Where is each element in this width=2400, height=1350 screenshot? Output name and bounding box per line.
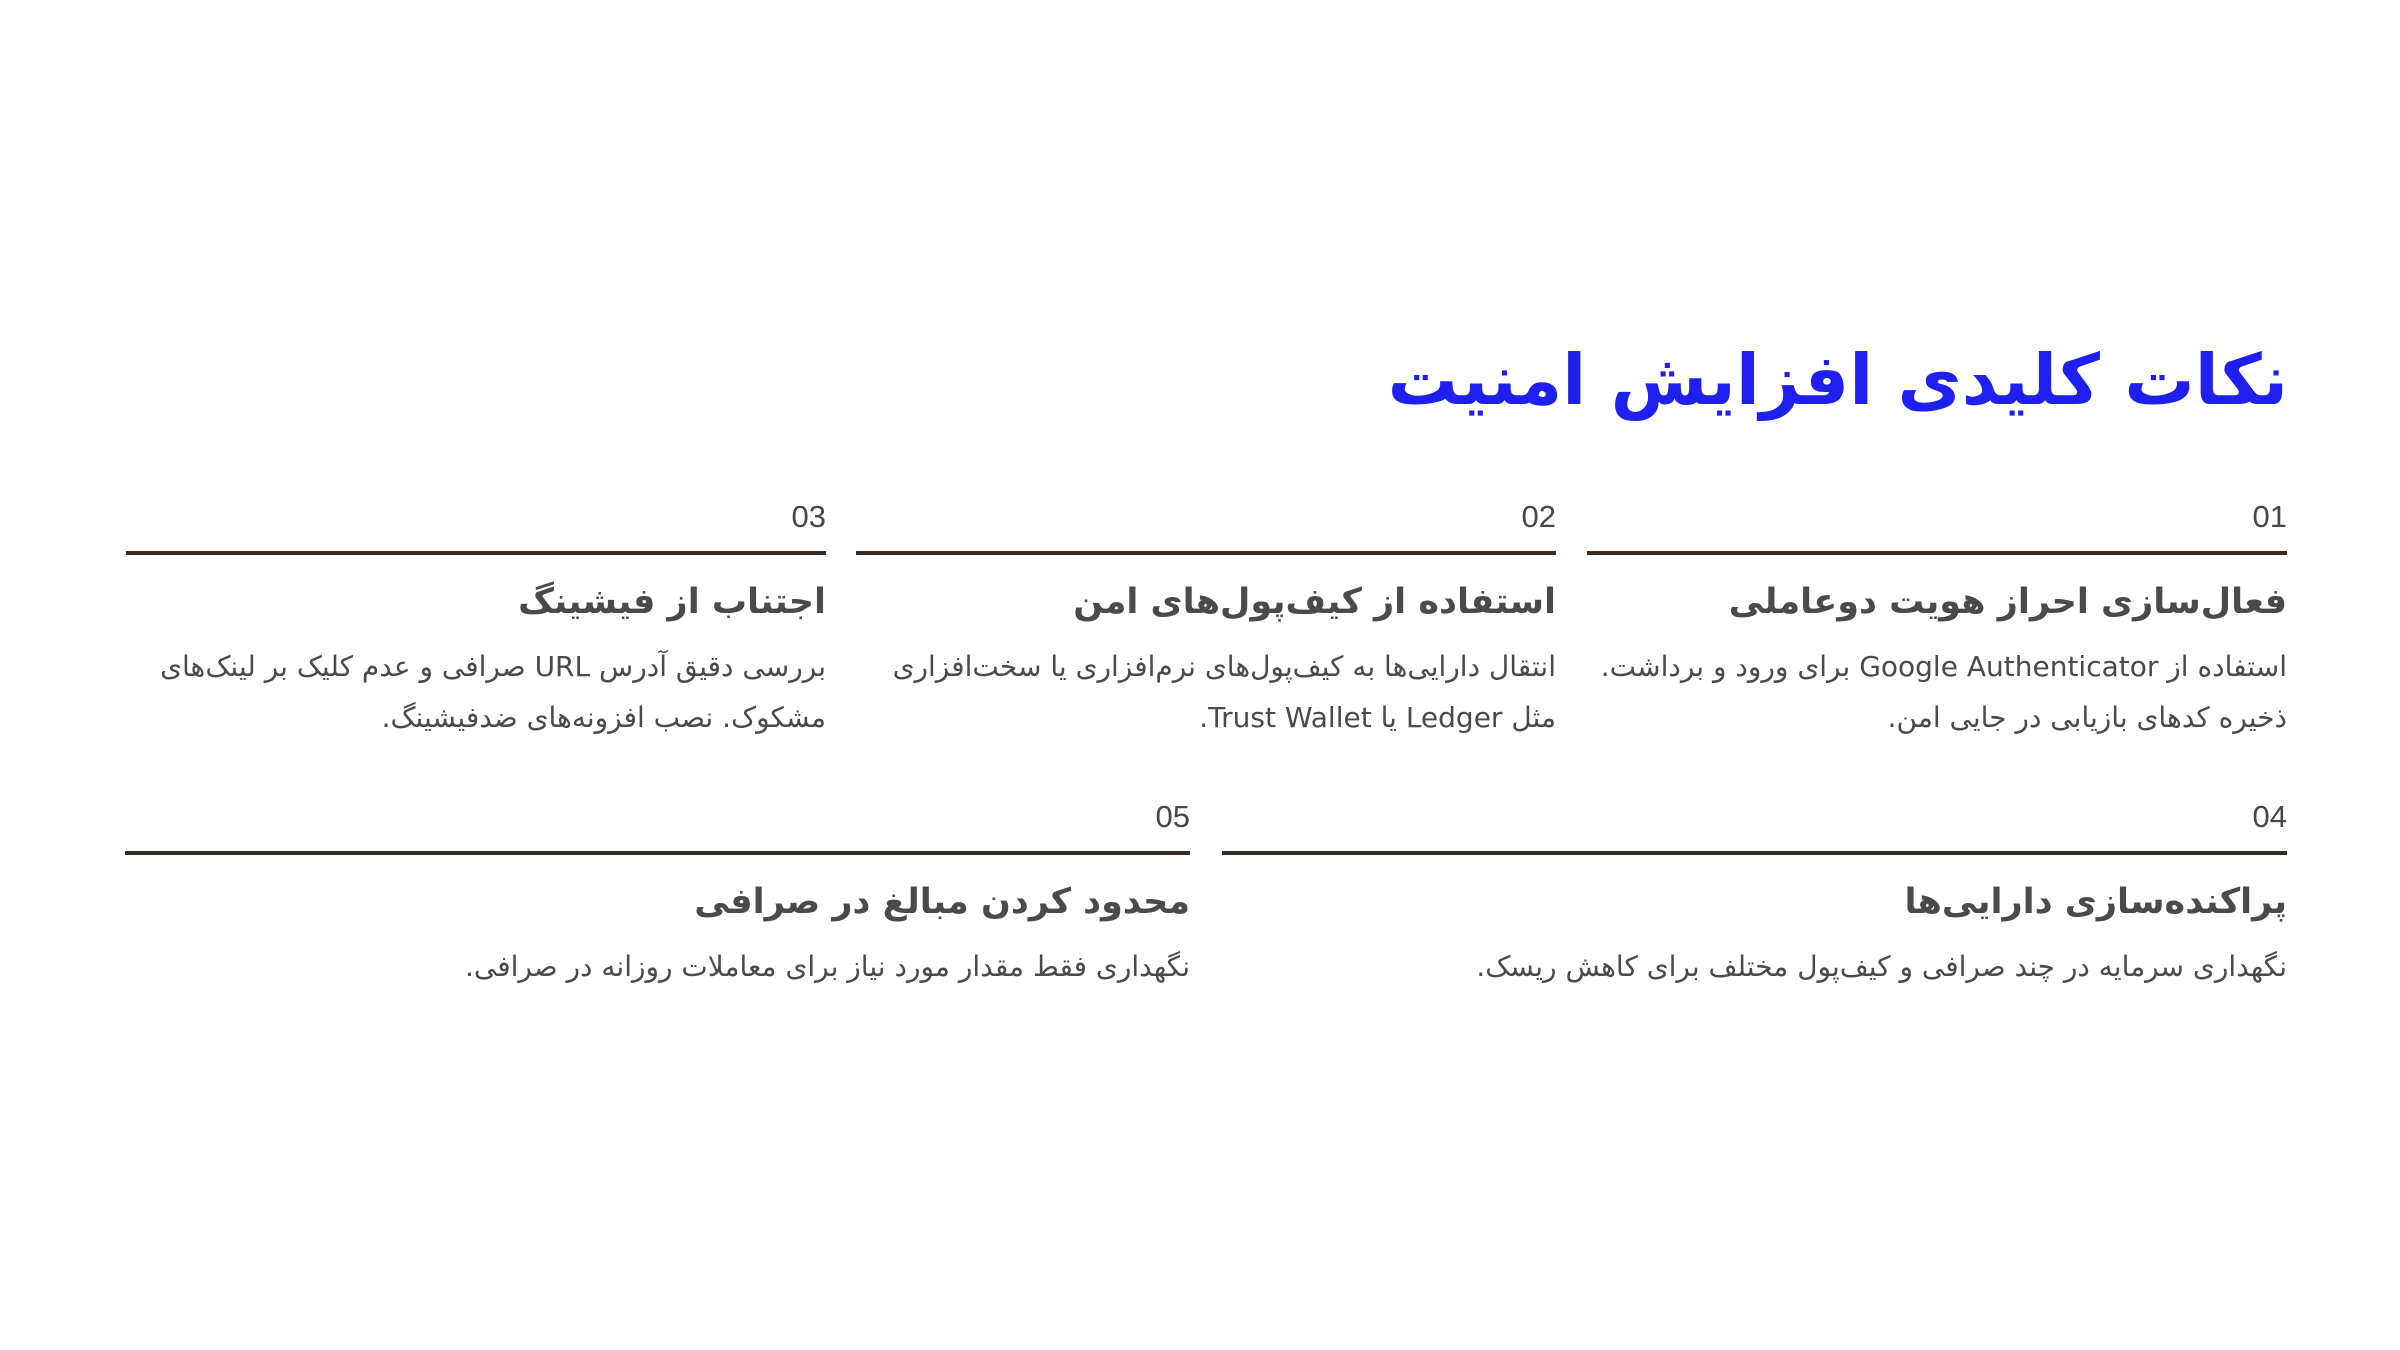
tip-heading: استفاده از کیف‌پول‌های امن bbox=[1073, 582, 1556, 622]
tip-heading: محدود کردن مبالغ در صرافی bbox=[694, 882, 1190, 922]
divider-line bbox=[1222, 851, 2287, 855]
tip-number: 01 bbox=[2252, 499, 2287, 534]
tip-number: 03 bbox=[791, 499, 826, 534]
tip-card-5 bbox=[125, 797, 1190, 992]
tip-heading: پراکنده‌سازی دارایی‌ها bbox=[1904, 882, 2287, 922]
divider-line bbox=[856, 551, 1556, 555]
tip-number: 02 bbox=[1521, 499, 1556, 534]
tip-description: نگهداری فقط مقدار مورد نیاز برای معاملات روزانه در صرافی. bbox=[464, 950, 1190, 983]
divider-line bbox=[126, 551, 826, 555]
tip-number: 05 bbox=[1155, 799, 1190, 834]
tip-number: 04 bbox=[2252, 799, 2287, 834]
tip-card-1 bbox=[1587, 497, 2287, 743]
tip-description: نگهداری سرمایه در چند صرافی و کیف‌پول مختلف برای کاهش ریسک. bbox=[1476, 950, 2287, 983]
tip-description: استفاده از Google Authenticator برای ورود و برداشت. ذخیره کدهای بازیابی در جایی امن. bbox=[1600, 650, 2287, 734]
tip-card-3 bbox=[126, 497, 826, 743]
tip-heading: فعال‌سازی احراز هویت دوعاملی bbox=[1728, 582, 2287, 622]
tip-description: انتقال دارایی‌ها به کیف‌پول‌های نرم‌افزاری یا سخت‌افزاری مثل Ledger یا Trust Wallet. bbox=[892, 650, 1556, 734]
tip-description: بررسی دقیق آدرس URL صرافی و عدم کلیک بر لینک‌های مشکوک. نصب افزونه‌های ضدفیشینگ. bbox=[160, 650, 826, 734]
tip-card-2 bbox=[856, 497, 1556, 743]
divider-line bbox=[125, 851, 1190, 855]
page-title: نکات کلیدی افزایش امنیت bbox=[1387, 339, 2288, 421]
tip-heading: اجتناب از فیشینگ bbox=[518, 582, 826, 622]
divider-line bbox=[1587, 551, 2287, 555]
tip-card-4 bbox=[1222, 797, 2287, 992]
